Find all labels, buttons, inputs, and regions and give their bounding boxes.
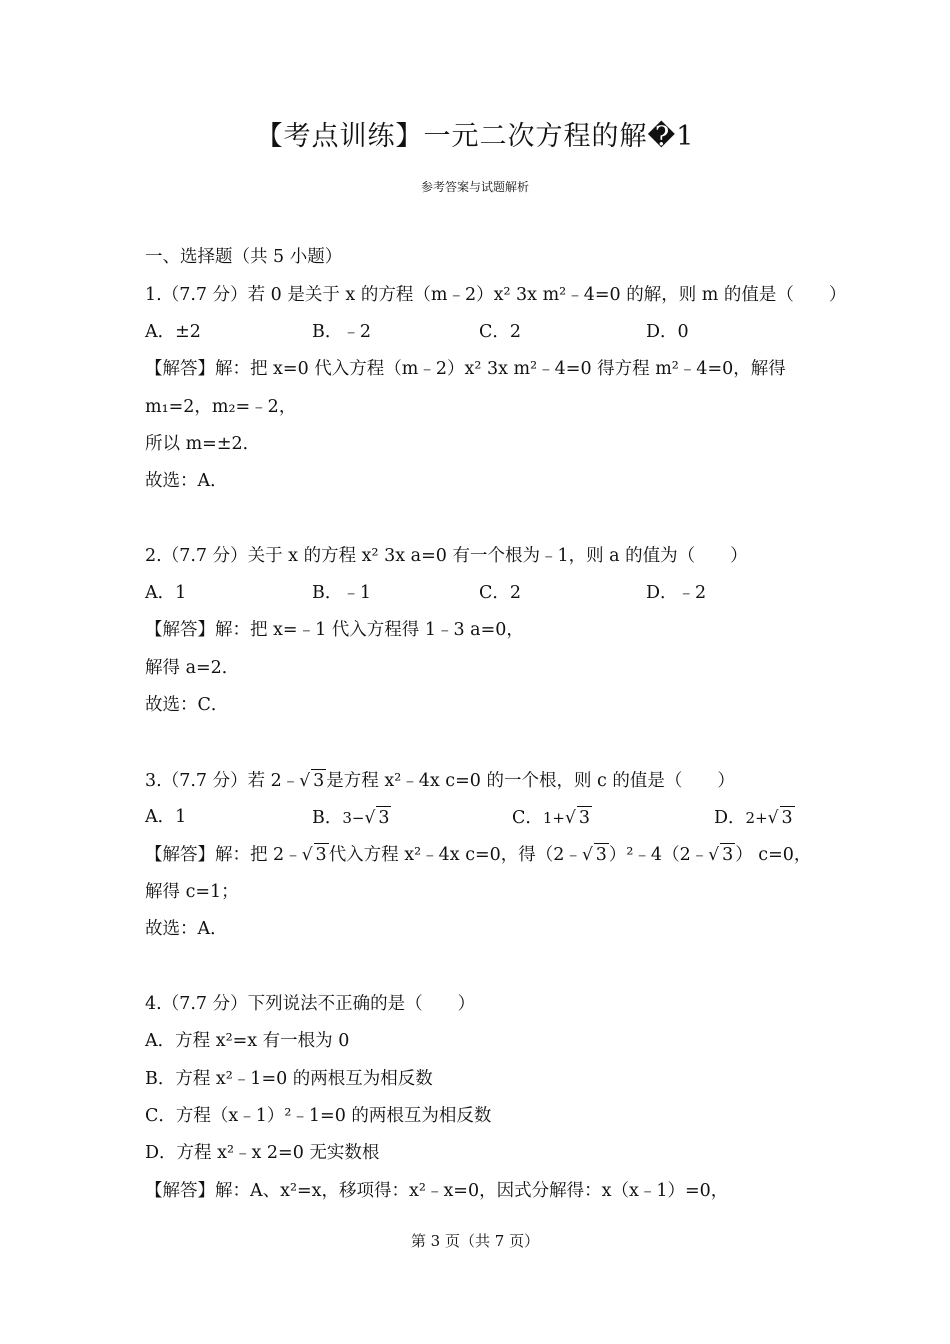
- q1-option-a: A．±2: [145, 322, 201, 342]
- q1-option-b: B．﹣2: [312, 322, 371, 342]
- page-footer: 第 3 页（共 7 页）: [410, 1232, 540, 1250]
- q2-stem: 2.（7.7 分）关于 x 的方程 x² 3x a=0 有一个根为﹣1，则 a 的值为（ ）: [145, 546, 748, 566]
- section-heading: 一、选择题（共 5 小题）: [145, 247, 343, 267]
- sqrt-symbol: √: [708, 845, 720, 865]
- sqrt-symbol: √: [364, 808, 376, 828]
- q1-option-d: D．0: [646, 322, 689, 342]
- radicand: 3: [595, 845, 607, 865]
- q3-option-c: [512, 806, 592, 829]
- q4-answer-line1: 【解答】解：A、x²=x，移项得：x²﹣x=0，因式分解得：x（x﹣1）=0，: [145, 1181, 729, 1201]
- radicand: 3: [315, 845, 327, 865]
- q4-option-b: B．方程 x²﹣1=0 的两根互为相反数: [145, 1069, 433, 1089]
- q3-option-d: [714, 806, 795, 829]
- q3-stem: [145, 769, 735, 792]
- q1-stem: 1.（7.7 分）若 0 是关于 x 的方程（m﹣2）x² 3x m²﹣4=0 的解，则 m 的值是（ ）: [145, 285, 847, 305]
- radicand: 3: [781, 808, 793, 828]
- q2-option-b: B．﹣1: [312, 583, 371, 603]
- q3-ans-mid: 代入方程 x²﹣4x c=0，得（2﹣: [328, 845, 582, 865]
- q3-ans-mid2: ）²﹣4（2﹣: [608, 845, 709, 865]
- q2-option-a: A．1: [145, 583, 187, 603]
- q3-option-b: [312, 806, 391, 829]
- q1-answer-line4: 故选：A．: [145, 471, 228, 491]
- q3-ans-post: ） c=0，: [735, 845, 812, 865]
- q1-answer-line1: 【解答】解：把 x=0 代入方程（m﹣2）x² 3x m²﹣4=0 得方程 m²﹣4=0，解得: [145, 359, 786, 379]
- q3-stem-post: 是方程 x²﹣4x c=0 的一个根，则 c 的值是（ ）: [326, 771, 735, 791]
- sqrt-symbol: √: [299, 771, 311, 791]
- q3-option-d-value: 2+: [745, 809, 768, 827]
- q3-ans-pre: 【解答】解：把 2﹣: [145, 845, 302, 865]
- q3-option-a: A．1: [145, 807, 187, 827]
- q3-option-d-label: D．: [714, 808, 746, 828]
- q1-answer-line2: m₁=2，m₂=﹣2，: [145, 397, 297, 417]
- q3-answer-line1: [145, 843, 811, 866]
- q1-answer-line3: 所以 m=±2．: [145, 434, 261, 454]
- q1-option-c: C．2: [479, 322, 522, 342]
- sqrt-symbol: √: [565, 808, 576, 828]
- q2-option-d: D．﹣2: [646, 583, 707, 603]
- page-title: 【考点训练】一元二次方程的解�1: [255, 121, 695, 152]
- q2-answer-line3: 故选：C．: [145, 695, 229, 715]
- q4-option-d: D．方程 x²﹣x 2=0 无实数根: [145, 1143, 380, 1163]
- sqrt-symbol: √: [767, 808, 779, 828]
- q4-stem: 4.（7.7 分）下列说法不正确的是（ ）: [145, 994, 476, 1014]
- q3-option-b-label: B．: [312, 808, 343, 828]
- q4-option-a: A．方程 x²=x 有一根为 0: [145, 1031, 350, 1051]
- sqrt-symbol: √: [301, 845, 313, 865]
- q2-option-c: C．2: [479, 583, 522, 603]
- q3-option-c-value: 1+: [542, 809, 566, 827]
- q2-answer-line1: 【解答】解：把 x=﹣1 代入方程得 1﹣3 a=0，: [145, 620, 524, 640]
- q3-answer-line3: 故选：A．: [145, 919, 228, 939]
- q3-option-c-label: C．: [512, 808, 543, 828]
- q2-answer-line2: 解得 a=2．: [145, 658, 240, 678]
- q3-stem-pre: 3.（7.7 分）若 2﹣: [145, 771, 300, 791]
- q3-option-b-value: 3−: [342, 809, 365, 827]
- q4-option-c: C．方程（x﹣1）²﹣1=0 的两根互为相反数: [145, 1106, 492, 1126]
- radicand: 3: [578, 808, 590, 828]
- q3-answer-line2: 解得 c=1；: [145, 882, 239, 902]
- radicand: 3: [313, 771, 325, 791]
- radicand: 3: [722, 845, 734, 865]
- radicand: 3: [378, 808, 390, 828]
- page-subtitle: 参考答案与试题解析: [420, 180, 529, 194]
- sqrt-symbol: √: [581, 845, 593, 865]
